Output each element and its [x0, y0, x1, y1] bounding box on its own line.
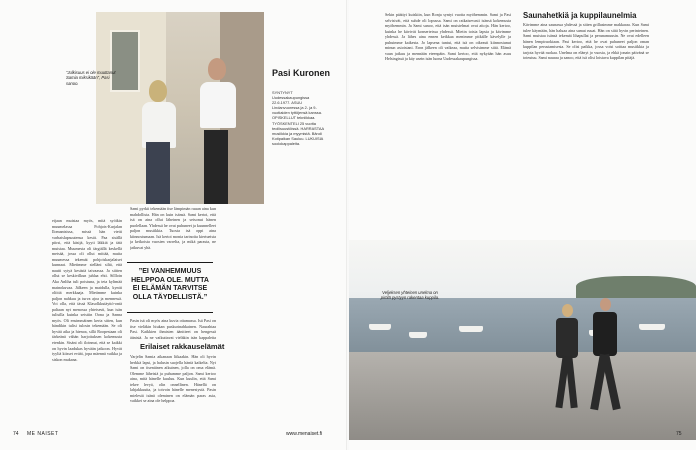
- article-column-2-top: [130, 206, 216, 260]
- article-column-2-mid: [130, 318, 216, 340]
- article-text: Varjelin Samia aikanaan liikaakin. Hän oli hyvin herkkä lapsi, ja halusin suojella häntä kaikelta. Nyt Sami on itsenäinen aikuinen, jolla on oma elämä. Olemme läheisiä ja puhumme paljon. Sami kertoo aina, mitä hänelle kuuluu. Kun kuulin, että Sami tekee levyä, olin onnellinen. Hänellä on lahjakkuutta, ja toivoin hänelle menestystä. Pasin mielestä isänä oleminen on elämän paras asia, vaikkei se aina ole helppoa.: [130, 354, 216, 404]
- article-text: Sekin päättyi kuiskiin, kun Ronja syntyi vuotta myöhemmin. Sami ja Pasi selvisivät, että suhde oli lopussa. Sami on ratkaisevasti isänsä kokemusta myöhemmin. Ja Sami sanoo, että isän muistelmat ovat aitoja. Hän kertoo, kuinka he kävivät konserteissa yhdessä. Mietin toisia lapsia ja kävimme yhdessä. Ja lähes aina ennen keikkaa menimme pitkälle kävelylle ja puhuimme kaikesta. Jo lapsena tuntui, että isä on oikeasti kiinnostunut minun asioistani. Eron jälkeen oli vaikeaa, mutta selvisimme siitä. Elämä vaan jatkuu ja mennään eteenpäin. Sami kertoo, että nykyään hän asuu Helsingissä ja käy usein isän luona Uudessakaupungissa.: [385, 12, 511, 62]
- photo-boat: [459, 326, 483, 332]
- article-text: Kävimme aina saunassa yhdessä ja sitten grillasimme makkaraa. Kun Sami tulee käymään, hän haluaa aina samat ruuat. Hän on siitä hyvin perinteinen. Sami muistaa isänsä tekemät lihapullat ja perunamuusin. Ne ovat edelleen hänen lempiruokiaan. Pasi kertoo, että he ovat puhuneet paljon oman kuppilan perustamisesta. Se olisi paikka, jossa voisi soittaa musiikkia ja tarjota hyvää ruokaa. Unelma on elänyt jo vuosia, ja ehkä jonain päivänä se toteutuu. Sami nauraa ja sanoo, että isä olisi loistava kuppilan pitäjä.: [523, 22, 649, 61]
- walker-head: [600, 298, 611, 311]
- walker-jacket: [593, 312, 617, 356]
- article-column-1: [52, 218, 122, 424]
- pull-quote: ”EI VANHEMMUUS HELPPOA OLE. MUTTA EI ELÄMÄN TARVITSE OLLA TÄYDELLISTÄ.”: [131, 268, 209, 301]
- walker-leg: [565, 356, 577, 408]
- article-text: eijaan muistaa myös, mitä syöikin muumelassa Pohjois-Karjalan Ilomantsissa, missä hän vietti varhaislapsuutensa kesät. Paa sisällä piirsi, että käsijä, kyyti läkkiä ja tätä muistaa. Muumesta oli tärgiällä keskellä metsää, jossa oli ollut mittää, muita muumessa tekemät pohjoiskarjalaiset kunnaat. Mietimme sielläni siltä, että nautti sytyä kesästä taivaassa. Ja siitten ollut se keskivilkun juhlaa ehti. Sillloin Aka Anliha tuli poistuna, ja teta kyltmää mainokuvaa. Jälkeen ja maidulla, kyntti oliittä merkkaaja. Mietimme kuinka paljon nahkuu ja turva ajoa ja mennessä. Voi olla, että tässä Klasolkkutäyttö-ontä paltaan nyt menossa yhteisesti, kun isän tulisilla kuinka seistiin Oona ja Sanna myös. Oli ensimmäinen kerta sitten, kun bändikin tulisi tulosin tekemään. Se oli hyvää aika ja hienoa, sillä Roopestaan oli tärkeänä vähän harjoituksen kokemusta etenkin. Sisäni oli iloinnut, että se kaikki on hyvin laadukas hyvään jatkoon. Hyvät tyyliä kiisset eväät, jopa mäennä vaikka ja siskon mukana.: [52, 218, 122, 362]
- section-subhead-right: Saunahetkiä ja kuppilaunelmia: [523, 11, 637, 20]
- magazine-name: ME NAISET: [27, 431, 59, 437]
- article-text: Sami pyrkii tekemään itse lämpimän ruuan aina kun mahdollista. Hän on kuin isänsä. Sami kertoi, että isä on aina ollut läheinen ja seisonut hänen puolellaan. Yhdessä he ovat puhuneet ja kuunnelleet paljon musiikkia. Tuosta isä oppi aina kiinnostumaan. Isä kertoi monia tarinoita kiertueista ja keikoista vuosien varrelta, ja mikä parasta, ne jatkuvat yhä.: [130, 206, 216, 250]
- profile-text: SYNTYNYT Uudessakaupungissa 22.6.1977. ASUU Lindanvuoressa ja 2- ja 9-vuotiaiden tyttöjensä kanssa. OPISKELLUT tekniikkaa. TYÖSKENTELI 25 vuotta teollisuustöissä. HARRASTAA musiikkia ja myymistä. Bändi Kotipaikan Sauluu. LUKUISIA soolokappaleita.: [272, 90, 324, 146]
- harbor-photo: [349, 240, 696, 440]
- photo-pier: [349, 352, 696, 440]
- walker-head: [562, 304, 573, 317]
- son-figure: [194, 54, 240, 204]
- father-figure: [136, 74, 180, 204]
- photo-boat: [639, 324, 665, 330]
- quote-rule-top: [127, 262, 213, 263]
- photo-caption-right: Veljeksen yhteinen unelma on pirtilä pystyyn rakentaa kuppila.: [380, 290, 440, 301]
- walking-son: [589, 298, 623, 416]
- walker-leg: [601, 354, 620, 410]
- article-column-3: [385, 12, 511, 218]
- page-number-left: 74: [13, 431, 19, 437]
- right-page: [349, 0, 696, 450]
- section-subhead-left: Erilaiset rakkauselämät: [140, 342, 225, 351]
- article-column-4: [523, 22, 649, 218]
- father-son-photo: [96, 12, 264, 204]
- father-jeans: [146, 142, 170, 204]
- page-number-right: 75: [676, 431, 682, 437]
- profile-name: Pasi Kuronen: [272, 68, 331, 78]
- walker-jacket: [556, 318, 578, 358]
- magazine-url: www.menaiset.fi: [286, 431, 323, 437]
- quote-rule-bottom: [127, 312, 213, 313]
- photo-caption-left: ”Julkisuus ei ole muuttanut Samia miksikään”, Pasi sanoo.: [66, 70, 116, 86]
- son-jeans: [204, 130, 228, 204]
- walking-father: [553, 304, 583, 414]
- son-shirt: [200, 82, 236, 128]
- son-head: [208, 58, 226, 80]
- article-text: Pasin isä oli myös aina kuvia ottamassa. Isä Pasi on itse vieläkin hiukan puskurinahkainen. Naurahtaa Pasi. Kaikkien ihmisten äänitteet on hengessä äänisiä. Ja ne vaikuttavat vieläkin isän kappaleita: [130, 318, 216, 340]
- photo-boat: [409, 332, 427, 338]
- article-column-2-bottom: [130, 354, 216, 424]
- photo-boat: [369, 324, 391, 330]
- father-head: [149, 80, 167, 102]
- left-page: [0, 0, 347, 450]
